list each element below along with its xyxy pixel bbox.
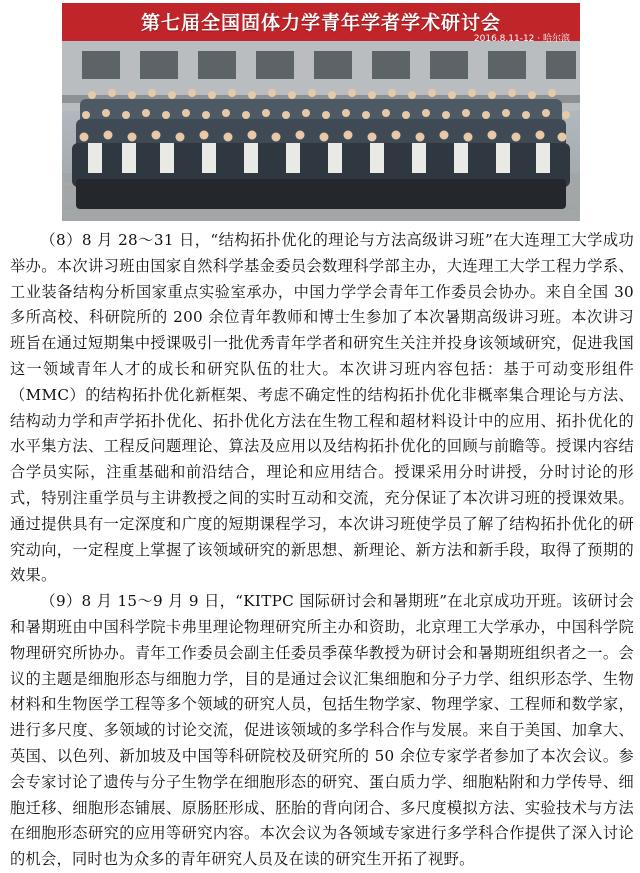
paragraph-9: （9）8 月 15～9 月 9 日，“KITPC 国际研讨会和暑期班”在北京成功开班。该研讨会和暑期班由中国科学院卡弗里理论物理研究所主办和资助，北京理工大学承办，中国科学院物理研究所协办。青年工作委员会副主任委员季葆华教授为研讨会和暑期班组织者之一。会议的主题是细胞形态与细胞力学，目的是通过会议汇集细胞和分子力学、组织形态学、生物材料和生物医学工程等多个领域的研究人员，包括生物学家、物理学家、工程师和数学家，进行多尺度、多领域的讨论交流，促进该领域的多学科合作与发展。来自于美国、加拿大、英国、以色列、新加坡及中国等科研院校及研究所的 50 余位专家学者参加了本次会议。参会专家讨论了遗传与分子生物学在细胞形态的研究、蛋白质力学、细胞粘附和力学传导、细胞迁移、细胞形态铺展、原肠胚形成、胚胎的背向闭合、多尺度模拟方法、实验技术与方法在细胞形态研究的应用等研究内容。本次会议为各领域专家进行多学科合作提供了深入讨论的机会，同时也为众多的青年研究人员及在读的研究生开拓了视野。 — [10, 592, 634, 869]
crowd — [72, 89, 570, 209]
banner-title: 第七届全国固体力学青年学者学术研讨会 — [140, 12, 501, 34]
article-body — [10, 228, 634, 873]
group-photo — [62, 3, 580, 221]
banner-subtitle: 2016.8.11-12 · 哈尔滨 — [473, 34, 570, 44]
paragraph-8: （8）8 月 28～31 日，“结构拓扑优化的理论与方法高级讲习班”在大连理工大学成功举办。本次讲习班由国家自然科学基金委员会数理科学部主办，大连理工大学工程力学系、工业装备结构分析国家重点实验室承办，中国力学学会青年工作委员会协办。来自全国 30 多所高校、科研院所的 200 余位青年教师和博士生参加了本次暑期高级讲习班。本次讲习班旨在通过短期集中授课吸引一批优秀青年学者和研究生关注并投身该领域研究，促进我国这一领域青年人才的成长和研究队伍的壮大。本次讲习班内容包括：基于可动变形组件（MMC）的结构拓扑优化新框架、考虑不确定性的结构拓扑优化非概率集合理论与方法、结构动力学和声学拓扑优化、拓扑优化方法在生物工程和超材料设计中的应用、拓扑优化的水平集方法、工程反问题理论、算法及应用以及结构拓扑优化的回顾与前瞻等。授课内容结合学员实际，注重基础和前沿结合，理论和应用结合。授课采用分时讲授，分时讨论的形式，特别注重学员与主讲教授之间的实时互动和交流，充分保证了本次讲习班的授课效果。通过提供具有一定深度和广度的短期课程学习，本次讲习班使学员了解了结构拓扑优化的研究动向，一定程度上掌握了该领域研究的新思想、新理论、新方法和新手段，取得了预期的效果。 — [10, 231, 634, 585]
